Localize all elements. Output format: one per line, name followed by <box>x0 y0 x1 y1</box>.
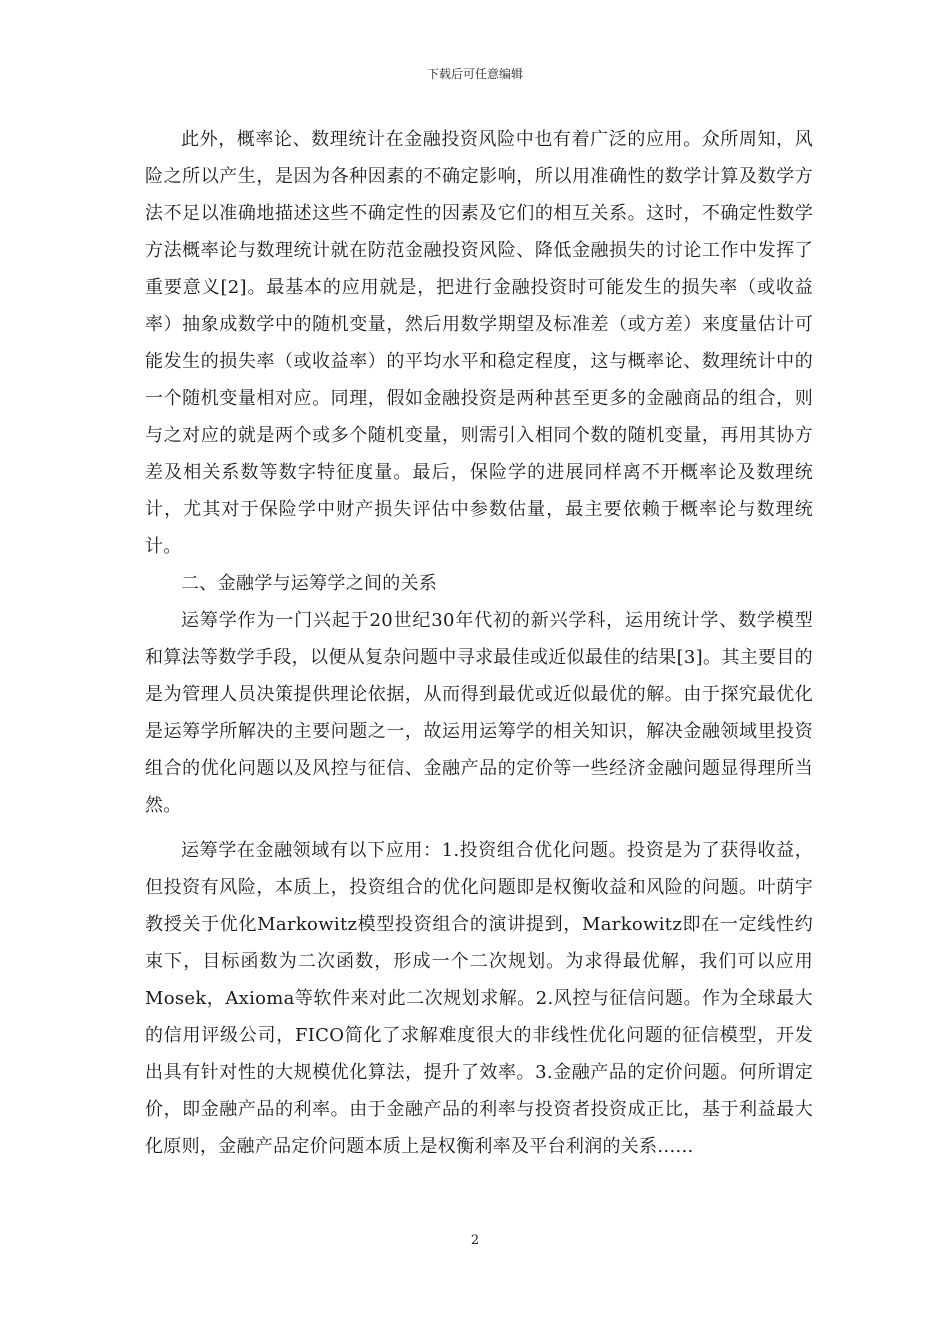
page-number: 2 <box>470 1233 480 1248</box>
document-body <box>145 121 813 1165</box>
paragraph-probability-statistics: 此外，概率论、数理统计在金融投资风险中也有着广泛的应用。众所周知，风险之所以产生，是因为各种因素的不确定影响，所以用准确性的数学计算及数学方法不足以准确地描述这些不确定性的因素及它们的相互关系。这时，不确定性数学方法概率论与数理统计就在防范金融投资风险、降低金融损失的讨论工作中发挥了重要意义[2]。最基本的应用就是，把进行金融投资时可能发生的损失率（或收益率）抽象成数学中的随机变量，然后用数学期望及标准差（或方差）来度量估计可能发生的损失率（或收益率）的平均水平和稳定程度，这与概率论、数理统计中的一个随机变量相对应。同理，假如金融投资是两种甚至更多的金融商品的组合，则与之对应的就是两个或多个随机变量，则需引入相同个数的随机变量，再用其协方差及相关系数等数字特征度量。最后，保险学的进展同样离不开概率论及数理统计，尤其对于保险学中财产损失评估中参数估量，最主要依赖于概率论与数理统计。 <box>145 129 813 557</box>
paragraph-operations-research-intro: 运筹学作为一门兴起于20世纪30年代初的新兴学科，运用统计学、数学模型和算法等数学手段，以便从复杂问题中寻求最佳或近似最佳的结果[3]。其主要目的是为管理人员决策提供理论依据，从而得到最优或近似最优的解。由于探究最优化是运筹学所解决的主要问题之一，故运用运筹学的相关知识，解决金融领域里投资组合的优化问题以及风控与征信、金融产品的定价等一些经济金融问题显得理所当然。 <box>145 610 813 816</box>
page-header: 下载后可任意编辑 <box>426 67 523 81</box>
paragraph-operations-research-applications: 运筹学在金融领域有以下应用：1.投资组合优化问题。投资是为了获得收益，但投资有风险，本质上，投资组合的优化问题即是权衡收益和风险的问题。叶荫宇教授关于优化Markowitz模型投资组合的演讲提到，Markowitz即在一定线性约束下，目标函数为二次函数，形成一个二次规划。为求得最优解，我们可以应用Mosek，Axioma等软件来对此二次规划求解。2.风控与征信问题。作为全球最大的信用评级公司，FICO简化了求解难度很大的非线性优化问题的征信模型，开发出具有针对性的大规模优化算法，提升了效率。3.金融产品的定价问题。何所谓定价，即金融产品的利率。由于金融产品的利率与投资者投资成正比，基于利益最大化原则，金融产品定价问题本质上是权衡利率及平台利润的关系...... <box>145 840 813 1157</box>
section-heading-operations-research: 二、金融学与运筹学之间的关系 <box>181 573 438 594</box>
